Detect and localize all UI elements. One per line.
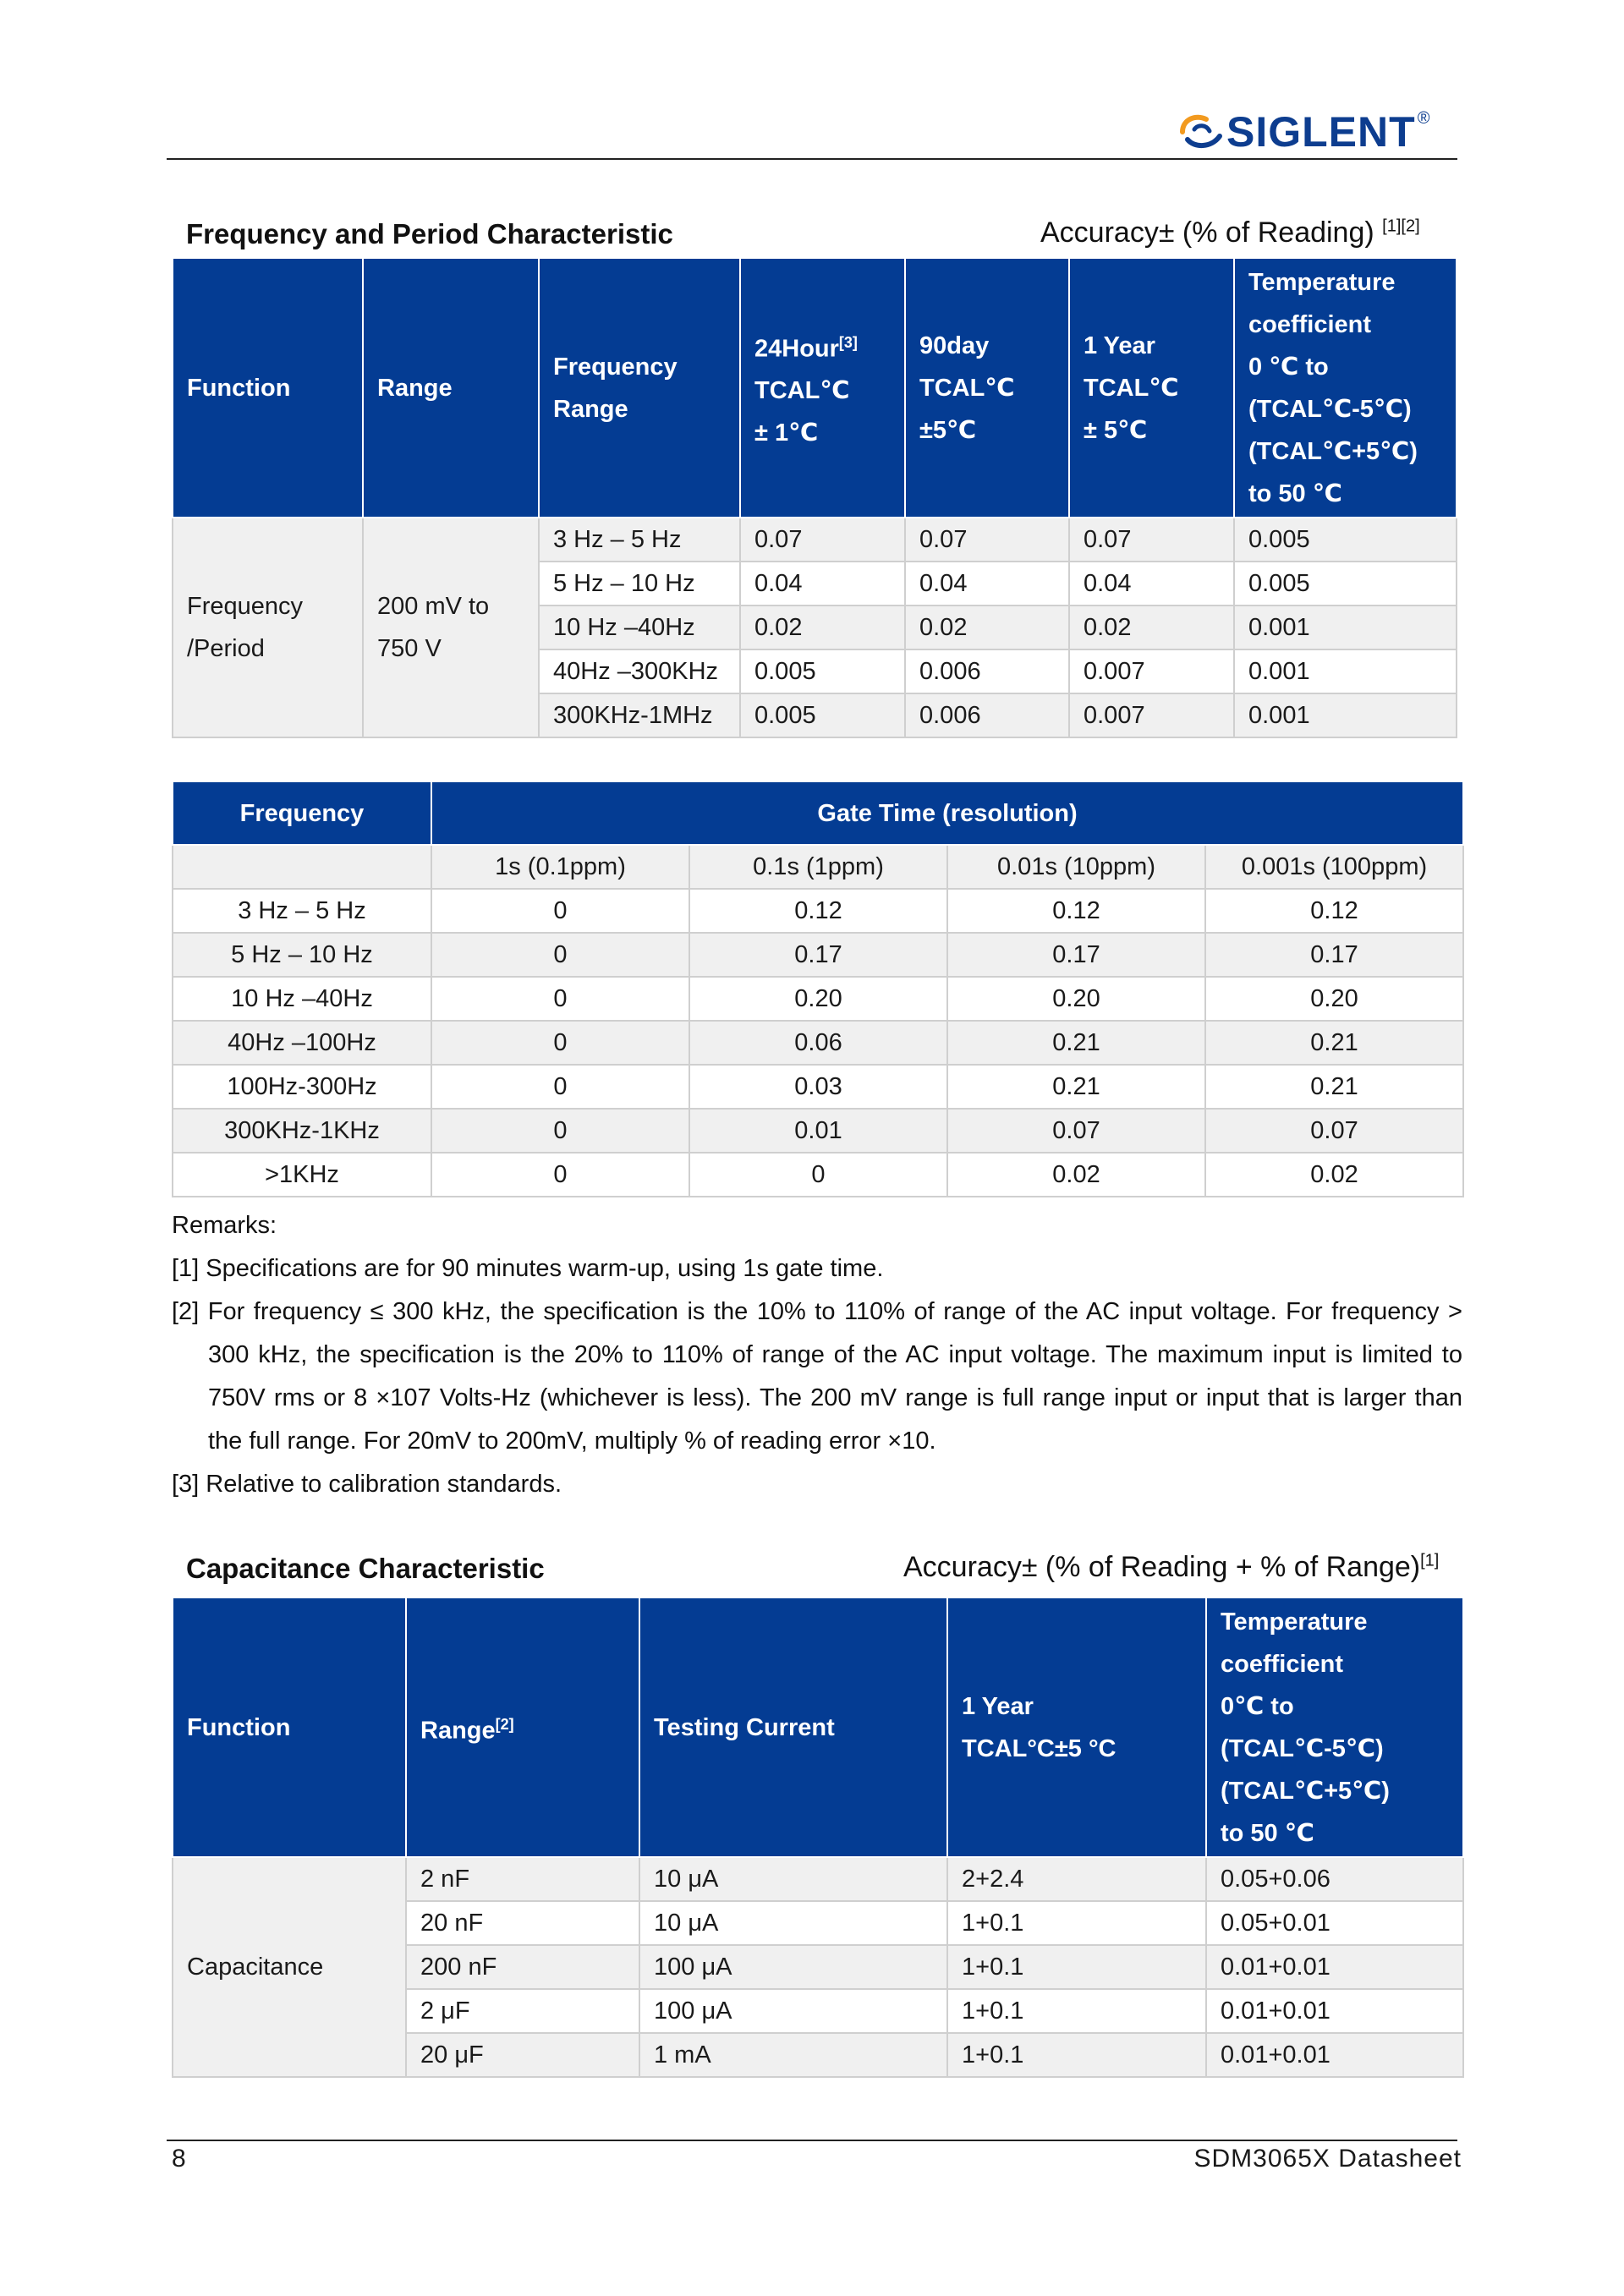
- value-cell: 0.07: [1205, 1109, 1463, 1153]
- remarks-title: Remarks:: [172, 1212, 277, 1239]
- col-90day-c: ±5℃: [919, 416, 977, 444]
- col-temp-e: (TCAL℃+5℃): [1248, 437, 1418, 465]
- value-cell: 0.20: [947, 977, 1205, 1021]
- gate-time-table: [172, 781, 1464, 1197]
- temp-cell: 0.005: [1234, 518, 1457, 562]
- current-cell: 10 μA: [639, 1901, 947, 1945]
- current-cell: 100 μA: [639, 1945, 947, 1989]
- y1-cell: 0.007: [1069, 649, 1234, 693]
- remark-2: [2] For frequency ≤ 300 kHz, the specification is the 10% to 110% of range of the AC input voltage. For frequency > 300 kHz, the specification is the 20% to 110% of range of the AC input voltage. The maximum input is limited to 750V rms or 8 ×107 Volts-Hz (whichever is less). The 200 mV range is full range input or input that is larger than the full range. For 20mV to 200mV, multiply % of reading error ×10.: [172, 1298, 1462, 1455]
- col-1year-c: ± 5℃: [1084, 416, 1148, 444]
- freq-accuracy-text: Accuracy± (% of Reading): [1040, 216, 1383, 249]
- y1-cell: 2+2.4: [947, 1857, 1206, 1901]
- value-cell: 0.12: [689, 889, 947, 933]
- col-24hour-sup: [3]: [838, 333, 858, 351]
- cap-accuracy-text: Accuracy± (% of Reading + % of Range): [903, 1551, 1421, 1583]
- range-label-1: 200 mV to: [377, 593, 490, 620]
- value-cell: 0.17: [1205, 933, 1463, 977]
- col-1year-b: TCAL°C±5 °C: [962, 1734, 1116, 1762]
- col-1year: [1069, 258, 1234, 518]
- remarks-block: [172, 1204, 1462, 1506]
- col-temp-c: 0℃ to: [1221, 1692, 1294, 1720]
- col-temp-b: coefficient: [1248, 310, 1372, 338]
- range-label-2: 750 V: [377, 635, 442, 662]
- value-cell: 0.03: [689, 1065, 947, 1109]
- current-cell: 10 μA: [639, 1857, 947, 1901]
- table-row: [173, 977, 1463, 1021]
- subheader-cell: 0.001s (100ppm): [1205, 845, 1463, 889]
- d90-cell: 0.006: [905, 693, 1069, 737]
- freq-cell: 40Hz –300KHz: [539, 649, 740, 693]
- value-cell: 0.02: [947, 1153, 1205, 1197]
- freq-cell: 300KHz-1MHz: [539, 693, 740, 737]
- y1-cell: 0.007: [1069, 693, 1234, 737]
- col-temp-b: coefficient: [1221, 1650, 1344, 1678]
- h24-cell: 0.005: [740, 693, 905, 737]
- table-row: [173, 1857, 1463, 1901]
- col-1year-b: TCAL℃: [1084, 374, 1179, 402]
- col-temp-c: 0 ℃ to: [1248, 353, 1329, 381]
- capacitance-table: [172, 1597, 1464, 2078]
- freq-cell: 10 Hz –40Hz: [173, 977, 431, 1021]
- col-temp-f: to 50 ℃: [1248, 479, 1342, 507]
- temp-cell: 0.05+0.06: [1206, 1857, 1463, 1901]
- value-cell: 0.21: [947, 1065, 1205, 1109]
- freq-cell: 5 Hz – 10 Hz: [539, 562, 740, 606]
- value-cell: 0.17: [689, 933, 947, 977]
- col-24hour-b: TCAL℃: [754, 377, 850, 405]
- function-cell: [173, 518, 363, 737]
- subheader-cell: 0.01s (10ppm): [947, 845, 1205, 889]
- value-cell: 0.07: [947, 1109, 1205, 1153]
- temp-cell: 0.01+0.01: [1206, 1945, 1463, 1989]
- freq-cell: 10 Hz –40Hz: [539, 606, 740, 649]
- temp-cell: 0.05+0.01: [1206, 1901, 1463, 1945]
- freq-accuracy-note: [1040, 216, 1420, 249]
- function-label-2: /Period: [187, 635, 265, 662]
- col-range: [406, 1597, 639, 1857]
- table-row: [173, 1153, 1463, 1197]
- col-range-sup: [2]: [495, 1715, 514, 1733]
- col-temp-d: (TCAL℃-5℃): [1248, 395, 1412, 423]
- table-row: [173, 1021, 1463, 1065]
- empty-cell: [173, 845, 431, 889]
- d90-cell: 0.02: [905, 606, 1069, 649]
- freq-cell: 100Hz-300Hz: [173, 1065, 431, 1109]
- value-cell: 0.12: [947, 889, 1205, 933]
- col-temp-coefficient: [1206, 1597, 1463, 1857]
- table-row: [173, 518, 1457, 562]
- col-frequency-range: Frequency Range: [539, 258, 740, 518]
- value-cell: 0: [431, 1065, 689, 1109]
- remark-3: [3] Relative to calibration standards.: [172, 1471, 562, 1498]
- h24-cell: 0.02: [740, 606, 905, 649]
- col-gate-time: Gate Time (resolution): [431, 781, 1463, 845]
- freq-cell: 300KHz-1KHz: [173, 1109, 431, 1153]
- footer-divider: [167, 2140, 1457, 2141]
- y1-cell: 1+0.1: [947, 2033, 1206, 2077]
- temp-cell: 0.01+0.01: [1206, 2033, 1463, 2077]
- y1-cell: 1+0.1: [947, 1945, 1206, 1989]
- siglent-logo: [1177, 108, 1429, 156]
- range-cell: [363, 518, 539, 737]
- table-row: [173, 933, 1463, 977]
- col-range: Range: [363, 258, 539, 518]
- cap-accuracy-note: [903, 1551, 1439, 1584]
- value-cell: 0.21: [1205, 1021, 1463, 1065]
- value-cell: 0.20: [1205, 977, 1463, 1021]
- freq-cell: >1KHz: [173, 1153, 431, 1197]
- freq-cell: 5 Hz – 10 Hz: [173, 933, 431, 977]
- table-row: [173, 889, 1463, 933]
- value-cell: 0: [431, 977, 689, 1021]
- table-row: [173, 1065, 1463, 1109]
- range-cell: 2 μF: [406, 1989, 639, 2033]
- col-function: Function: [173, 258, 363, 518]
- d90-cell: 0.006: [905, 649, 1069, 693]
- temp-cell: 0.005: [1234, 562, 1457, 606]
- col-range-label: Range: [420, 1717, 496, 1745]
- temp-cell: 0.001: [1234, 649, 1457, 693]
- current-cell: 1 mA: [639, 2033, 947, 2077]
- col-temp-a: Temperature: [1221, 1608, 1368, 1636]
- gate-subheader-row: [173, 845, 1463, 889]
- gate-header-row: [173, 781, 1463, 845]
- freq-section-title: Frequency and Period Characteristic: [186, 218, 673, 249]
- table-row: [173, 1109, 1463, 1153]
- d90-cell: 0.07: [905, 518, 1069, 562]
- value-cell: 0.17: [947, 933, 1205, 977]
- range-cell: 200 nF: [406, 1945, 639, 1989]
- function-cell: Capacitance: [173, 1857, 406, 2077]
- col-temp-d: (TCAL℃-5℃): [1221, 1734, 1384, 1762]
- h24-cell: 0.005: [740, 649, 905, 693]
- value-cell: 0.01: [689, 1109, 947, 1153]
- col-90day: [905, 258, 1069, 518]
- col-testing-current: Testing Current: [639, 1597, 947, 1857]
- freq-accuracy-sup: [1][2]: [1382, 216, 1420, 236]
- value-cell: 0.20: [689, 977, 947, 1021]
- value-cell: 0: [431, 1021, 689, 1065]
- col-24hour-a: 24Hour: [754, 335, 839, 363]
- subheader-cell: 1s (0.1ppm): [431, 845, 689, 889]
- current-cell: 100 μA: [639, 1989, 947, 2033]
- freq-cell: 3 Hz – 5 Hz: [539, 518, 740, 562]
- d90-cell: 0.04: [905, 562, 1069, 606]
- subheader-cell: 0.1s (1ppm): [689, 845, 947, 889]
- temp-cell: 0.001: [1234, 693, 1457, 737]
- col-temp-coefficient: [1234, 258, 1457, 518]
- y1-cell: 0.04: [1069, 562, 1234, 606]
- siglent-swirl-icon: [1177, 111, 1226, 153]
- header-divider: [167, 158, 1457, 160]
- col-temp-f: to 50 ℃: [1221, 1819, 1314, 1847]
- y1-cell: 1+0.1: [947, 1901, 1206, 1945]
- function-label-1: Frequency: [187, 593, 304, 620]
- y1-cell: 1+0.1: [947, 1989, 1206, 2033]
- h24-cell: 0.04: [740, 562, 905, 606]
- remark-1: [1] Specifications are for 90 minutes warm-up, using 1s gate time.: [172, 1255, 884, 1282]
- cap-section-title: Capacitance Characteristic: [186, 1553, 545, 1584]
- freq-cell: 3 Hz – 5 Hz: [173, 889, 431, 933]
- value-cell: 0: [431, 1109, 689, 1153]
- col-1year-a: 1 Year: [1084, 332, 1155, 359]
- range-cell: 20 μF: [406, 2033, 639, 2077]
- freq-cell: 40Hz –100Hz: [173, 1021, 431, 1065]
- value-cell: 0.02: [1205, 1153, 1463, 1197]
- logo-text: SIGLENT: [1226, 108, 1416, 156]
- col-1year: [947, 1597, 1206, 1857]
- value-cell: 0: [689, 1153, 947, 1197]
- freq-header-row: [173, 258, 1457, 518]
- col-1year-a: 1 Year: [962, 1692, 1034, 1720]
- col-frequency: Frequency: [173, 781, 431, 845]
- value-cell: 0.06: [689, 1021, 947, 1065]
- temp-cell: 0.01+0.01: [1206, 1989, 1463, 2033]
- freq-period-table: [172, 257, 1457, 738]
- col-90day-a: 90day: [919, 332, 990, 359]
- value-cell: 0: [431, 933, 689, 977]
- value-cell: 0.21: [1205, 1065, 1463, 1109]
- value-cell: 0.21: [947, 1021, 1205, 1065]
- value-cell: 0: [431, 1153, 689, 1197]
- col-temp-a: Temperature: [1248, 268, 1396, 296]
- col-24hour-c: ± 1℃: [754, 419, 819, 447]
- page-number: 8: [172, 2145, 186, 2173]
- cap-header-row: [173, 1597, 1463, 1857]
- col-24hour: [740, 258, 905, 518]
- cap-accuracy-sup: [1]: [1420, 1551, 1440, 1570]
- y1-cell: 0.02: [1069, 606, 1234, 649]
- document-name: SDM3065X Datasheet: [1193, 2145, 1462, 2173]
- col-90day-b: TCAL℃: [919, 374, 1015, 402]
- col-temp-e: (TCAL℃+5℃): [1221, 1777, 1390, 1805]
- y1-cell: 0.07: [1069, 518, 1234, 562]
- value-cell: 0: [431, 889, 689, 933]
- h24-cell: 0.07: [740, 518, 905, 562]
- col-function: Function: [173, 1597, 406, 1857]
- range-cell: 2 nF: [406, 1857, 639, 1901]
- temp-cell: 0.001: [1234, 606, 1457, 649]
- logo-registered-mark: ®: [1417, 108, 1430, 128]
- value-cell: 0.12: [1205, 889, 1463, 933]
- range-cell: 20 nF: [406, 1901, 639, 1945]
